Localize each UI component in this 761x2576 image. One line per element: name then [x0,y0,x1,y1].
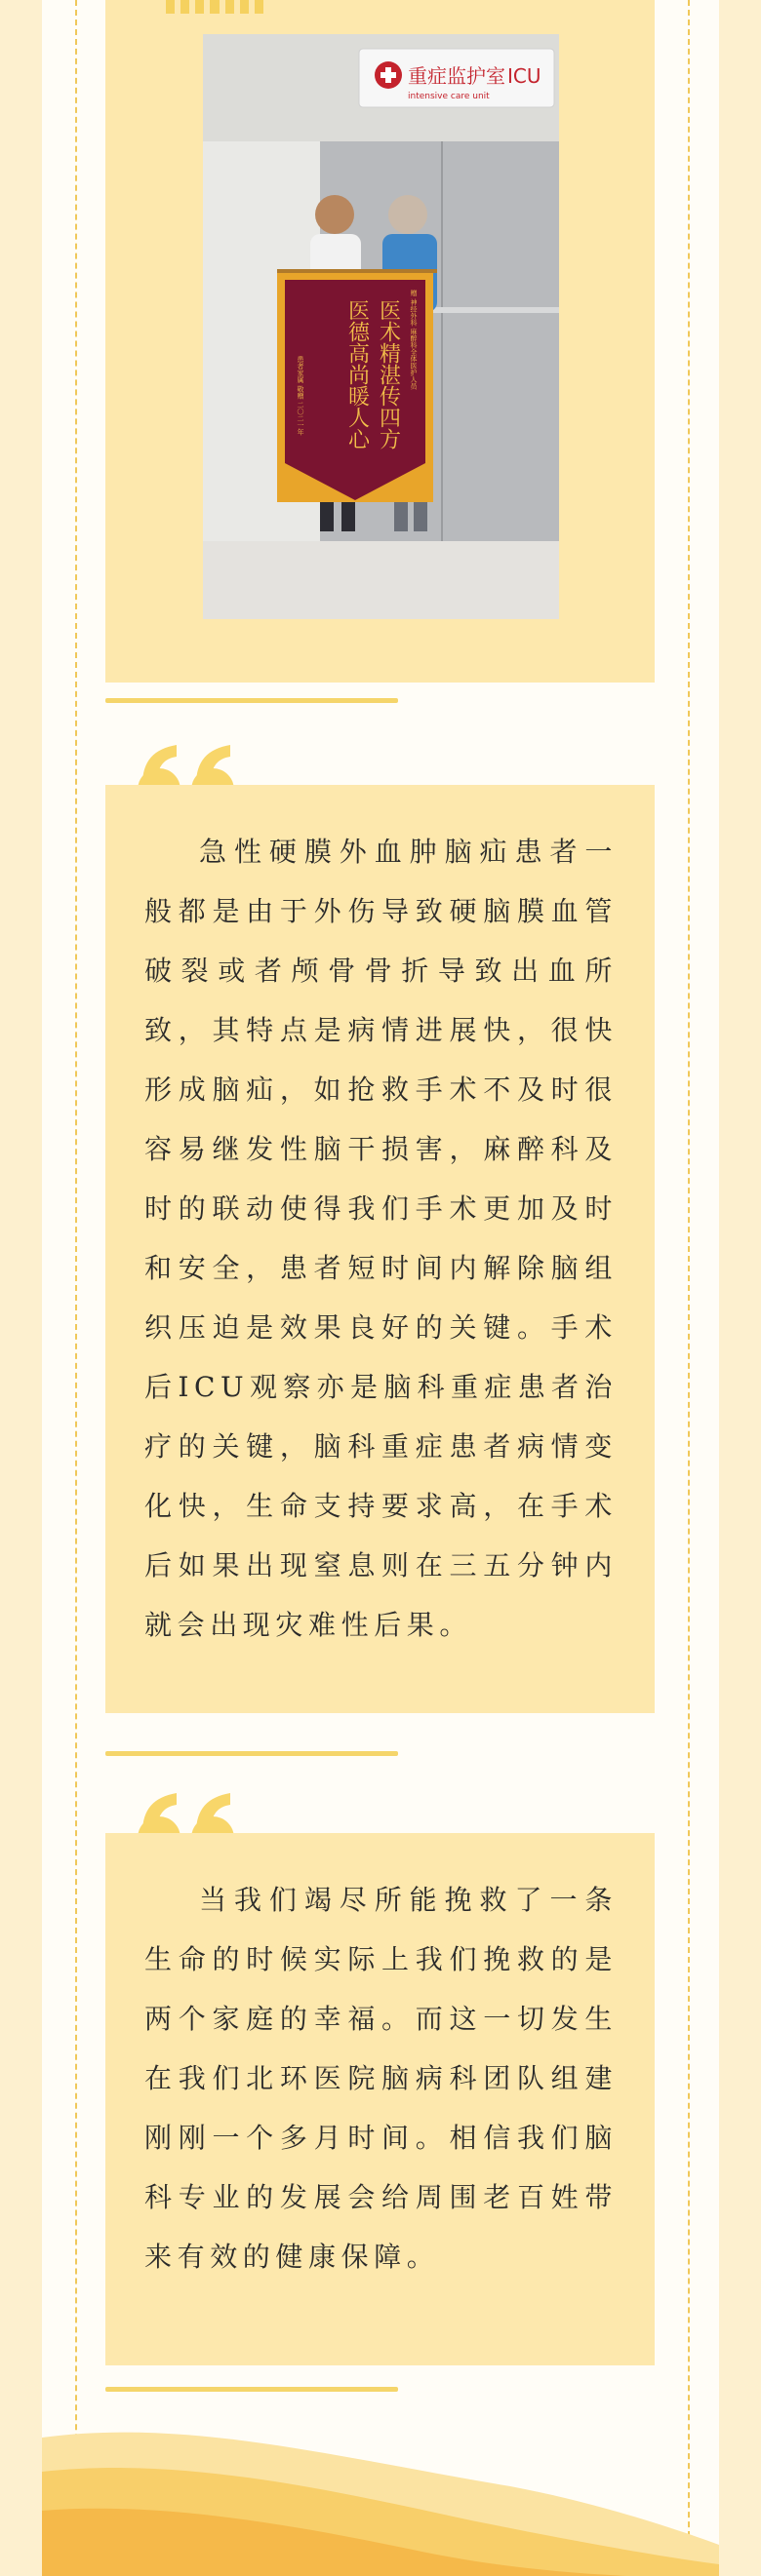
banner-top-text: 赠 神经外科 麻醉科全体医护人员 [410,290,418,390]
photo-scene [203,34,559,619]
banner-sign-text: 患者家属 敬赠 二〇二一年 [297,356,304,436]
photo-panel [105,0,655,683]
right-margin [719,0,761,2576]
separator-line [105,1751,398,1756]
banner-right-line: 医术精湛传四方 [376,299,401,449]
separator-line [105,2387,398,2392]
icu-photo [203,34,559,619]
left-dashed-border [75,0,77,2576]
paragraph: 急性硬膜外血肿脑疝患者一般都是由于外伤导致硬脑膜血管破裂或者颅骨骨折导致出血所致，其特点是病情进展快，很快形成脑疝，如抢救手术不及时很容易继发性脑干损害，麻醉科及时的联动使得我们手术更加及时和安全，患者短时间内解除脑组织压迫是效果良好的关键。手术后ICU观察亦是脑科重症患者治疗的关键，脑科重症患者病情变化快，生命支持要求高，在手术后如果出现窒息则在三五分钟内就会出现灾难性后果。 [144,836,618,1641]
right-dashed-border [688,0,690,2576]
text-box [105,1833,655,2365]
separator-line [105,698,398,703]
banner-left-line: 医德高尚暖人心 [344,299,370,449]
paragraph: 当我们竭尽所能挽救了一条生命的时候实际上我们挽救的是两个家庭的幸福。而这一切发生在我们北环医院脑病科团队组建刚刚一个多月时间。相信我们脑科专业的发展会给周围老百姓带来有效的健康保障。 [144,1884,618,2273]
decorative-wave [42,2418,719,2576]
sign-icu: ICU [507,64,541,88]
sign-title: 重症监护室 [408,64,505,88]
left-margin [0,0,42,2576]
article-page [42,0,719,2576]
sign-subtitle: intensive care unit [408,92,490,101]
text-box [105,785,655,1713]
decorative-stripes [166,0,263,14]
